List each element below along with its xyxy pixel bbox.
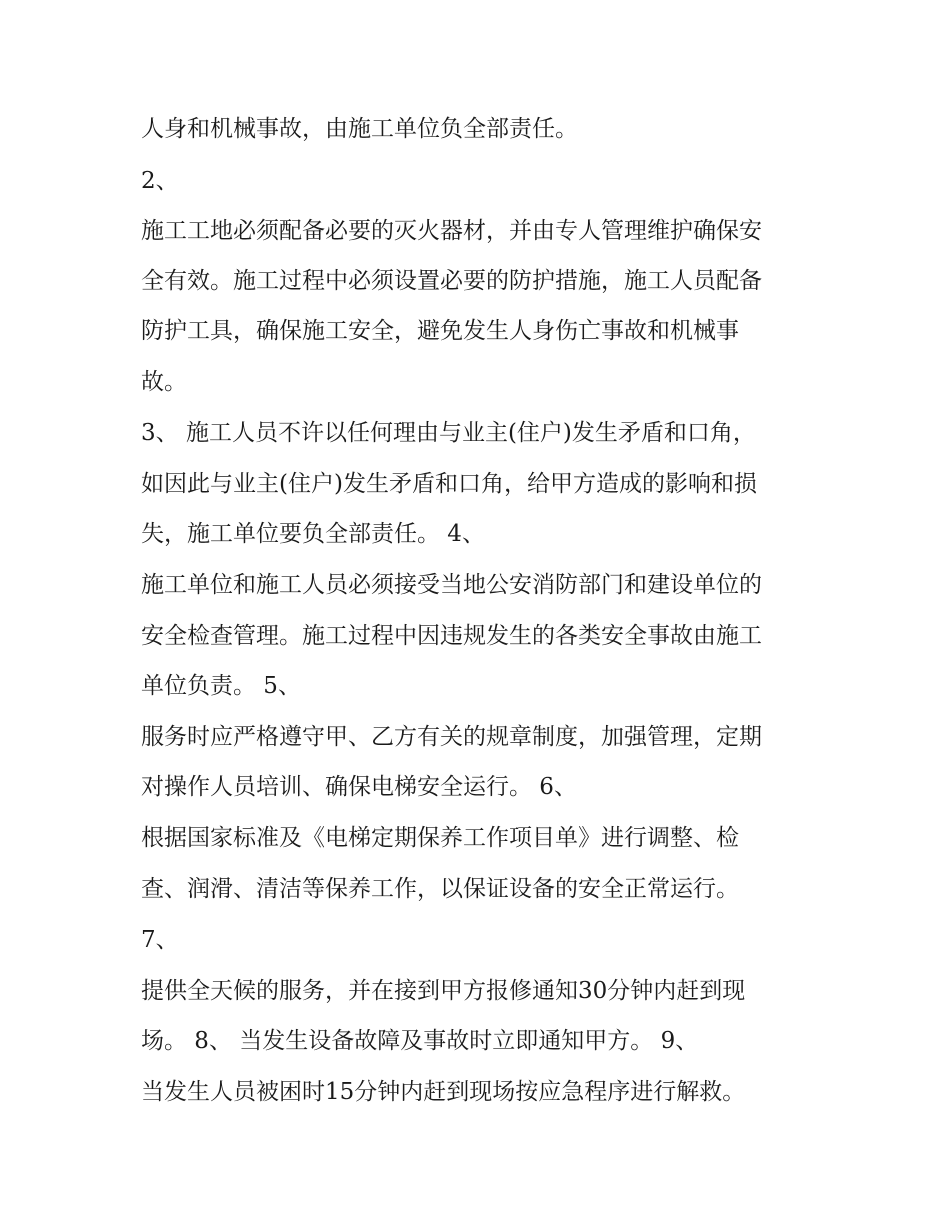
text-line: 提供全天候的服务，并在接到甲方报修通知30分钟内赶到现 xyxy=(141,978,746,1004)
text-line: 如因此与业主(住户)发生矛盾和口角，给甲方造成的影响和损 xyxy=(141,471,757,497)
text-line: 7、 xyxy=(141,927,179,953)
text-line: 查、润滑、清洁等保养工作，以保证设备的安全正常运行。 xyxy=(141,876,739,902)
text-line: 单位负责。 5、 xyxy=(141,673,301,699)
text-line: 故。 xyxy=(141,369,187,395)
text-line: 对操作人员培训、确保电梯安全运行。 6、 xyxy=(141,774,577,800)
text-line: 当发生人员被困时15分钟内赶到现场按应急程序进行解救。 xyxy=(141,1079,746,1105)
text-line: 2、 xyxy=(141,168,179,194)
text-line: 人身和机械事故，由施工单位负全部责任。 xyxy=(141,116,578,142)
text-line: 3、 施工人员不许以任何理由与业主(住户)发生矛盾和口角， xyxy=(141,420,756,446)
text-line: 根据国家标准及《电梯定期保养工作项目单》进行调整、检 xyxy=(141,825,739,851)
text-line: 服务时应严格遵守甲、乙方有关的规章制度，加强管理，定期 xyxy=(141,724,762,750)
text-line: 防护工具，确保施工安全，避免发生人身伤亡事故和机械事 xyxy=(141,318,739,344)
text-line: 场。 8、 当发生设备故障及事故时立即通知甲方。 9、 xyxy=(141,1028,699,1054)
text-line: 安全检查管理。施工过程中因违规发生的各类安全事故由施工 xyxy=(141,623,762,649)
text-line: 全有效。施工过程中必须设置必要的防护措施，施工人员配备 xyxy=(141,268,762,294)
text-line: 失，施工单位要负全部责任。 4、 xyxy=(141,521,485,547)
text-line: 施工工地必须配备必要的灭火器材，并由专人管理维护确保安 xyxy=(141,218,762,244)
text-line: 施工单位和施工人员必须接受当地公安消防部门和建设单位的 xyxy=(141,572,762,598)
